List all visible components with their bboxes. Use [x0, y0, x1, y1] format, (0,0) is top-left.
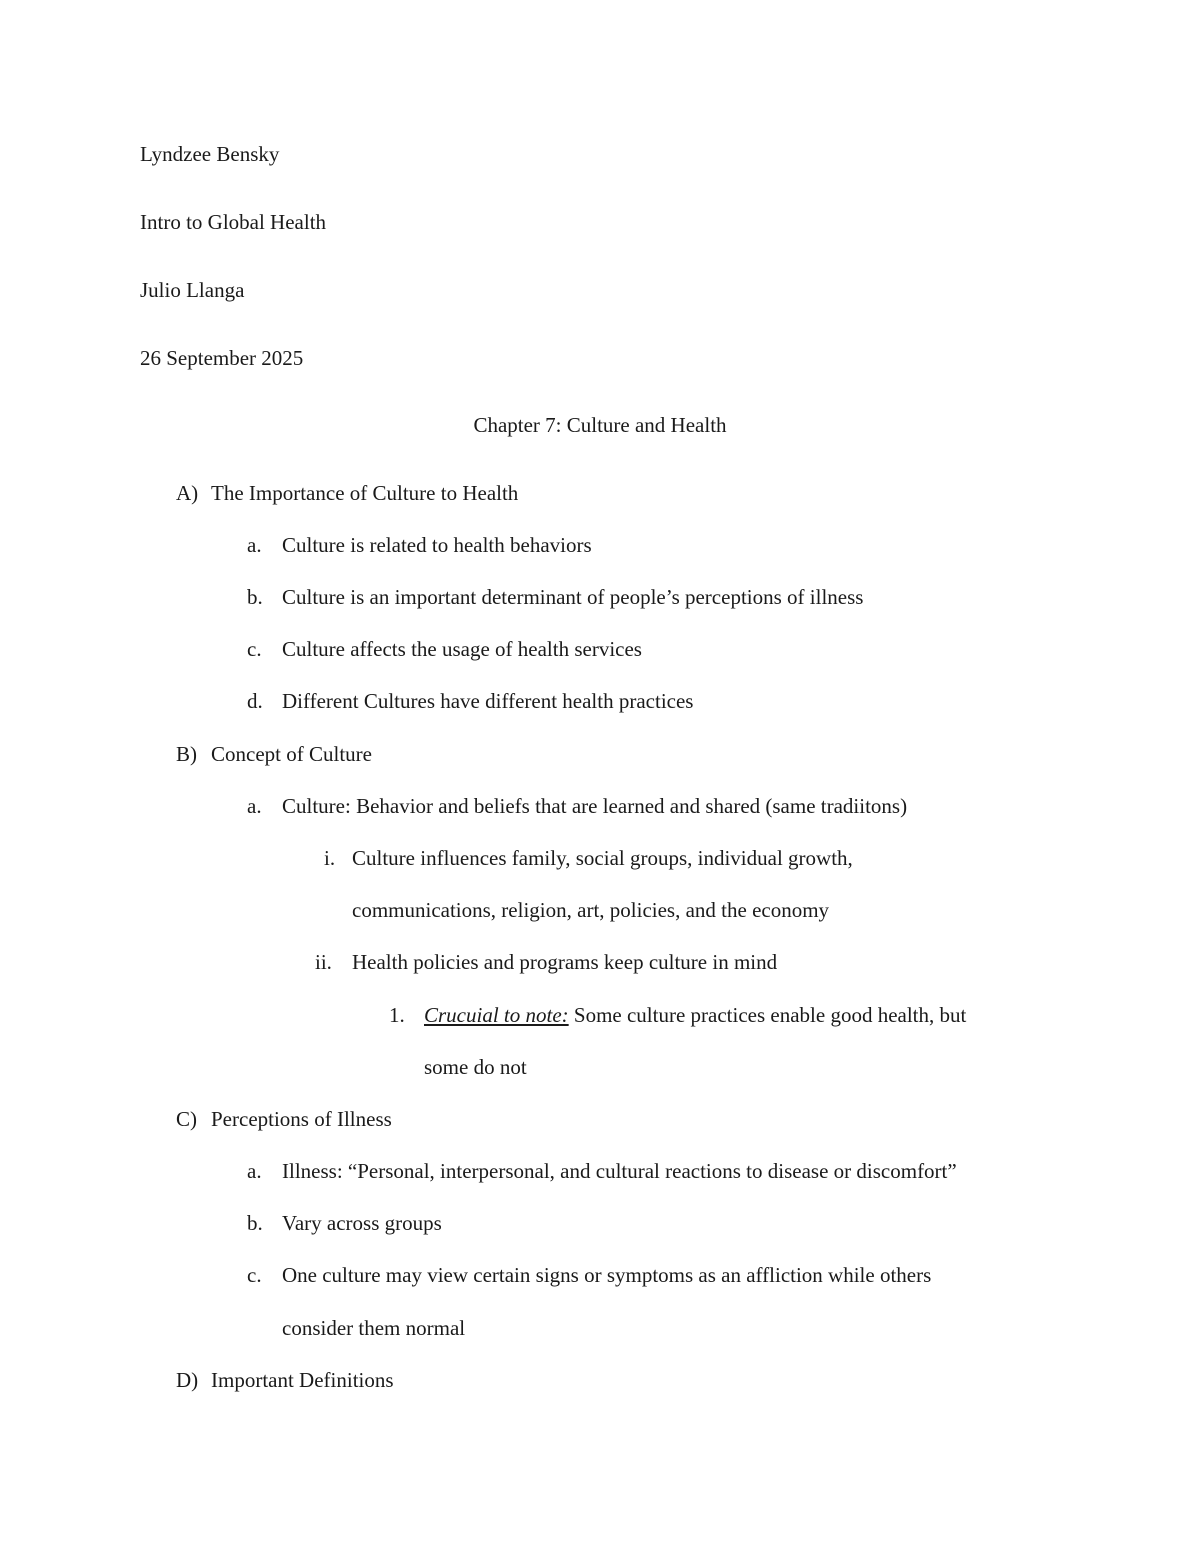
course-name: Intro to Global Health	[140, 210, 327, 234]
numbered-item-continuation: some do not	[424, 1055, 527, 1079]
sublist-marker: i.	[324, 846, 336, 870]
section-heading: Concept of Culture	[211, 742, 372, 766]
list-marker: b.	[247, 585, 263, 609]
sublist-item: Health policies and programs keep culture in mind	[352, 950, 778, 974]
list-item: One culture may view certain signs or symptoms as an affliction while others	[282, 1263, 932, 1287]
list-marker: a.	[247, 1159, 262, 1183]
list-marker: b.	[247, 1211, 263, 1235]
list-item: Vary across groups	[282, 1211, 442, 1235]
section-marker: A)	[176, 481, 199, 505]
document-title: Chapter 7: Culture and Health	[473, 413, 727, 437]
numbered-item-text: Some culture practices enable good health, but	[568, 1003, 967, 1027]
numbered-marker: 1.	[389, 1003, 405, 1027]
list-marker: a.	[247, 794, 262, 818]
section-heading: Perceptions of Illness	[211, 1107, 392, 1131]
list-marker: c.	[247, 1263, 262, 1287]
section-marker: C)	[176, 1107, 197, 1131]
section-heading: Important Definitions	[211, 1368, 394, 1392]
section-marker: D)	[176, 1368, 199, 1392]
list-marker: a.	[247, 533, 262, 557]
emphasis-label: Crucuial to note:	[424, 1003, 569, 1027]
sublist-item: Culture influences family, social groups, individual growth,	[352, 846, 853, 870]
list-marker: d.	[247, 689, 263, 713]
document-date: 26 September 2025	[140, 346, 304, 370]
list-item: Different Cultures have different health practices	[282, 689, 694, 713]
list-item: Culture: Behavior and beliefs that are learned and shared (same tradiitons)	[282, 794, 908, 818]
section-heading: The Importance of Culture to Health	[211, 481, 519, 505]
sublist-item-continuation: communications, religion, art, policies, and the economy	[352, 898, 830, 922]
list-item-continuation: consider them normal	[282, 1316, 466, 1340]
list-item: Culture affects the usage of health services	[282, 637, 642, 661]
sublist-marker: ii.	[315, 950, 332, 974]
section-marker: B)	[176, 742, 197, 766]
list-item: Culture is related to health behaviors	[282, 533, 592, 557]
author-name: Lyndzee Bensky	[140, 142, 280, 166]
numbered-item	[424, 1002, 966, 1028]
list-item: Culture is an important determinant of people’s perceptions of illness	[282, 585, 864, 609]
list-item: Illness: “Personal, interpersonal, and cultural reactions to disease or discomfort”	[282, 1159, 957, 1183]
instructor-name: Julio Llanga	[140, 278, 245, 302]
list-marker: c.	[247, 637, 262, 661]
